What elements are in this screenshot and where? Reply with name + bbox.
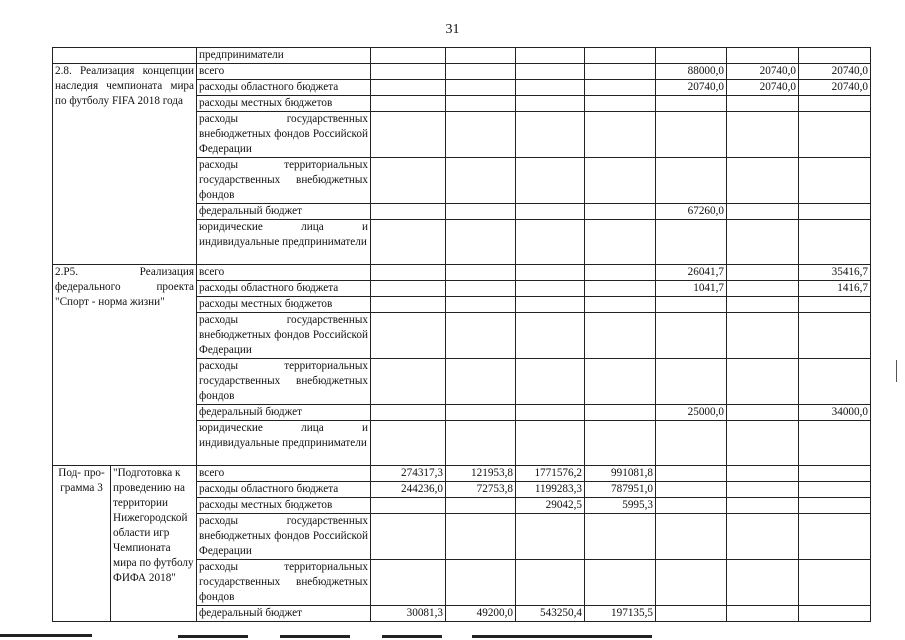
value-cell: 35416,7 [799, 265, 871, 281]
value-cell [446, 80, 516, 96]
value-cell [585, 514, 656, 560]
category-cell: расходы областного бюджета [197, 281, 371, 297]
value-cell [656, 514, 727, 560]
value-cell [516, 80, 585, 96]
value-cell [585, 204, 656, 220]
value-cell [585, 80, 656, 96]
scan-artifact [178, 635, 248, 638]
scan-artifact [896, 360, 897, 382]
value-cell [799, 606, 871, 622]
value-cell [799, 313, 871, 359]
value-cell [656, 112, 727, 158]
value-cell [585, 560, 656, 606]
value-cell [516, 297, 585, 313]
value-cell [585, 281, 656, 297]
value-cell [799, 158, 871, 204]
scan-artifact [0, 634, 92, 637]
value-cell [727, 405, 799, 421]
table-row [53, 64, 871, 80]
table-row [53, 48, 871, 64]
value-cell [799, 220, 871, 265]
value-cell: 787951,0 [585, 482, 656, 498]
value-cell [516, 359, 585, 405]
value-cell [727, 313, 799, 359]
item-cell: 2.8. Реализация концепции наследия чемпионата мира по футболу FIFA 2018 года [53, 64, 197, 265]
value-cell [799, 297, 871, 313]
value-cell [799, 498, 871, 514]
value-cell [656, 498, 727, 514]
item-cell [53, 48, 197, 64]
value-cell [371, 560, 446, 606]
value-cell [516, 64, 585, 80]
value-cell [371, 405, 446, 421]
category-cell: расходы государственных внебюджетных фондов Российской Федерации [197, 112, 371, 158]
category-cell: расходы территориальных государственных внебюджетных фондов [197, 359, 371, 405]
value-cell [585, 297, 656, 313]
value-cell: 1416,7 [799, 281, 871, 297]
value-cell [371, 514, 446, 560]
value-cell [516, 560, 585, 606]
category-cell: расходы областного бюджета [197, 482, 371, 498]
value-cell [446, 96, 516, 112]
budget-table [52, 47, 871, 622]
value-cell [656, 48, 727, 64]
value-cell [656, 421, 727, 466]
value-cell [727, 96, 799, 112]
value-cell [799, 204, 871, 220]
table-row [53, 466, 871, 482]
value-cell [656, 606, 727, 622]
value-cell [371, 64, 446, 80]
value-cell [446, 112, 516, 158]
category-cell: предприниматели [197, 48, 371, 64]
category-cell: расходы территориальных государственных внебюджетных фондов [197, 560, 371, 606]
scan-artifact [472, 635, 652, 638]
value-cell [371, 48, 446, 64]
value-cell [656, 560, 727, 606]
category-cell: федеральный бюджет [197, 204, 371, 220]
value-cell [516, 48, 585, 64]
value-cell: 543250,4 [516, 606, 585, 622]
value-cell [799, 96, 871, 112]
value-cell [446, 220, 516, 265]
value-cell [446, 514, 516, 560]
value-cell [799, 466, 871, 482]
scan-artifact [280, 635, 350, 638]
value-cell [727, 606, 799, 622]
value-cell [516, 265, 585, 281]
value-cell [585, 421, 656, 466]
value-cell: 1771576,2 [516, 466, 585, 482]
category-cell: расходы государственных внебюджетных фондов Российской Федерации [197, 313, 371, 359]
value-cell [727, 297, 799, 313]
category-cell: расходы территориальных государственных внебюджетных фондов [197, 158, 371, 204]
value-cell [446, 421, 516, 466]
value-cell [727, 466, 799, 482]
value-cell: 20740,0 [656, 80, 727, 96]
value-cell [371, 281, 446, 297]
value-cell [727, 560, 799, 606]
value-cell [371, 313, 446, 359]
value-cell [799, 359, 871, 405]
value-cell: 121953,8 [446, 466, 516, 482]
value-cell [727, 158, 799, 204]
value-cell [727, 112, 799, 158]
value-cell: 67260,0 [656, 204, 727, 220]
category-cell: расходы местных бюджетов [197, 96, 371, 112]
item-cell: 2.Р5. Реализация федерального проекта "Спорт - норма жизни" [53, 265, 197, 466]
value-cell [446, 204, 516, 220]
value-cell [371, 112, 446, 158]
table-row [53, 265, 871, 281]
value-cell [656, 96, 727, 112]
value-cell [799, 482, 871, 498]
value-cell: 991081,8 [585, 466, 656, 482]
item-cell: "Подготовка к проведению на территории Нижегородской области игр Чемпионата мира по футболу ФИФА 2018" [111, 466, 197, 622]
value-cell: 29042,5 [516, 498, 585, 514]
value-cell: 26041,7 [656, 265, 727, 281]
category-cell: расходы государственных внебюджетных фондов Российской Федерации [197, 514, 371, 560]
value-cell [585, 265, 656, 281]
value-cell [727, 204, 799, 220]
value-cell [656, 313, 727, 359]
value-cell [446, 48, 516, 64]
value-cell [446, 64, 516, 80]
value-cell: 34000,0 [799, 405, 871, 421]
value-cell: 1041,7 [656, 281, 727, 297]
category-cell: федеральный бюджет [197, 606, 371, 622]
value-cell [656, 466, 727, 482]
value-cell [727, 265, 799, 281]
category-cell: расходы местных бюджетов [197, 297, 371, 313]
value-cell: 5995,3 [585, 498, 656, 514]
subprogram-cell: Под- про- грамма 3 [53, 466, 111, 622]
value-cell [727, 421, 799, 466]
value-cell [656, 359, 727, 405]
value-cell: 1199283,3 [516, 482, 585, 498]
value-cell [446, 560, 516, 606]
value-cell [446, 498, 516, 514]
value-cell [446, 313, 516, 359]
value-cell [656, 158, 727, 204]
value-cell [371, 265, 446, 281]
category-cell: федеральный бюджет [197, 405, 371, 421]
value-cell [799, 560, 871, 606]
value-cell [516, 514, 585, 560]
value-cell [371, 204, 446, 220]
value-cell [446, 158, 516, 204]
value-cell [516, 405, 585, 421]
value-cell [585, 313, 656, 359]
category-cell: всего [197, 265, 371, 281]
value-cell [585, 158, 656, 204]
value-cell: 197135,5 [585, 606, 656, 622]
value-cell [585, 220, 656, 265]
value-cell [585, 96, 656, 112]
category-cell: юридические лица и индивидуальные предприниматели [197, 421, 371, 466]
value-cell [799, 421, 871, 466]
value-cell [727, 514, 799, 560]
value-cell [727, 220, 799, 265]
value-cell [516, 204, 585, 220]
value-cell [371, 80, 446, 96]
value-cell [371, 359, 446, 405]
value-cell [371, 96, 446, 112]
value-cell [585, 359, 656, 405]
category-cell: юридические лица и индивидуальные предприниматели [197, 220, 371, 265]
category-cell: расходы местных бюджетов [197, 498, 371, 514]
value-cell [727, 498, 799, 514]
value-cell [516, 281, 585, 297]
value-cell [446, 265, 516, 281]
value-cell [516, 96, 585, 112]
value-cell [371, 421, 446, 466]
value-cell: 20740,0 [799, 64, 871, 80]
value-cell [799, 112, 871, 158]
value-cell [516, 112, 585, 158]
value-cell: 88000,0 [656, 64, 727, 80]
value-cell [516, 158, 585, 204]
value-cell [371, 158, 446, 204]
value-cell: 244236,0 [371, 482, 446, 498]
value-cell: 274317,3 [371, 466, 446, 482]
page-number: 31 [445, 22, 460, 37]
scan-artifact [382, 635, 442, 638]
value-cell: 49200,0 [446, 606, 516, 622]
value-cell [516, 313, 585, 359]
value-cell [727, 359, 799, 405]
value-cell [446, 297, 516, 313]
value-cell: 20740,0 [727, 80, 799, 96]
value-cell [446, 405, 516, 421]
value-cell [727, 48, 799, 64]
value-cell [371, 220, 446, 265]
value-cell [446, 359, 516, 405]
value-cell [656, 220, 727, 265]
value-cell: 20740,0 [727, 64, 799, 80]
value-cell [656, 482, 727, 498]
value-cell [516, 220, 585, 265]
value-cell: 25000,0 [656, 405, 727, 421]
value-cell [585, 112, 656, 158]
value-cell: 30081,3 [371, 606, 446, 622]
value-cell: 72753,8 [446, 482, 516, 498]
category-cell: всего [197, 64, 371, 80]
category-cell: расходы областного бюджета [197, 80, 371, 96]
category-cell: всего [197, 466, 371, 482]
value-cell [516, 421, 585, 466]
value-cell [585, 64, 656, 80]
value-cell [371, 297, 446, 313]
value-cell [799, 48, 871, 64]
value-cell [727, 281, 799, 297]
value-cell [585, 48, 656, 64]
value-cell [656, 297, 727, 313]
value-cell: 20740,0 [799, 80, 871, 96]
value-cell [799, 514, 871, 560]
value-cell [371, 498, 446, 514]
value-cell [585, 405, 656, 421]
value-cell [446, 281, 516, 297]
value-cell [727, 482, 799, 498]
